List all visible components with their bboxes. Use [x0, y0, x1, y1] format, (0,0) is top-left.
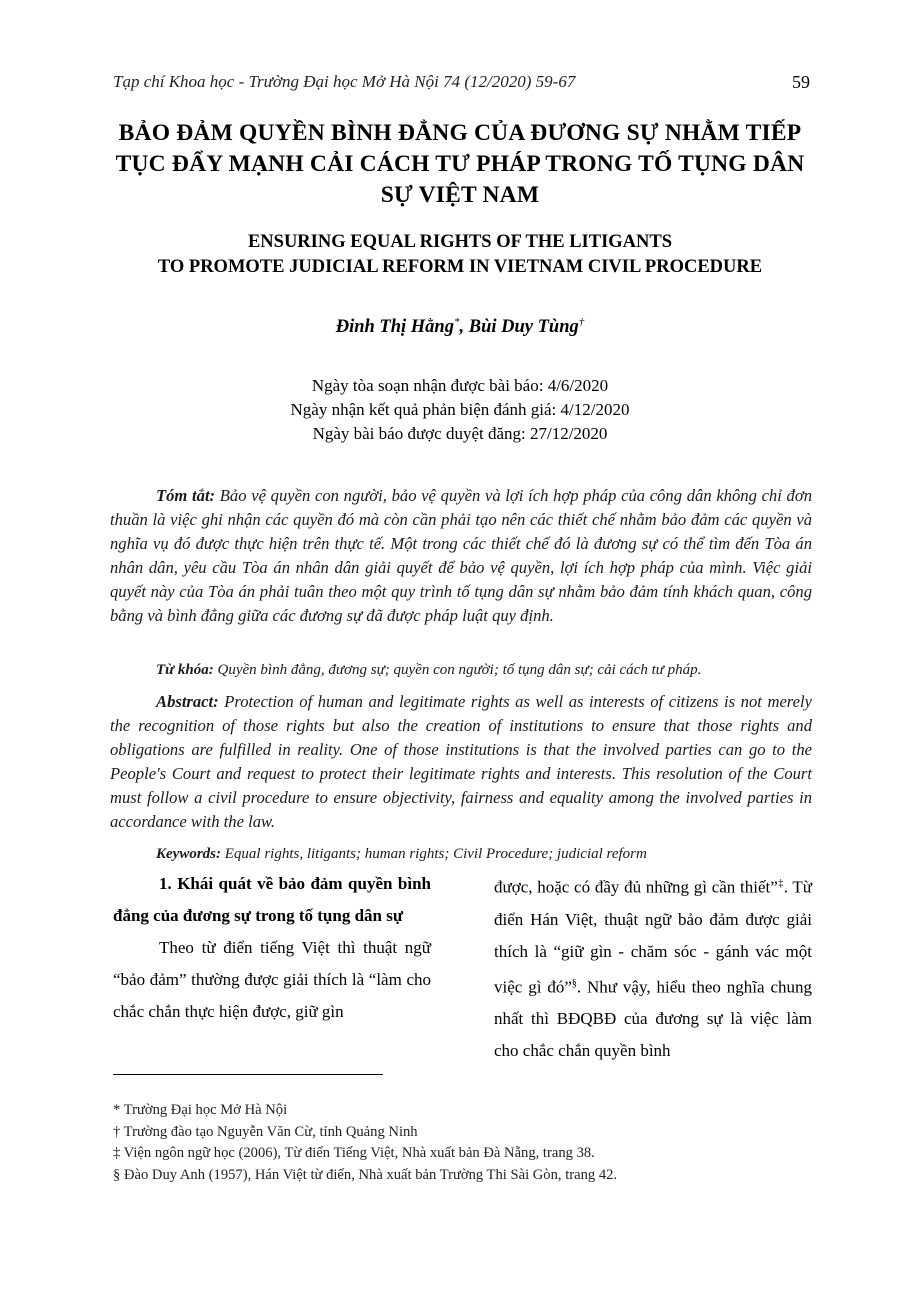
- body-column-right: [494, 868, 812, 1067]
- footnote-2: † Trường đào tạo Nguyễn Văn Cừ, tỉnh Quảng Ninh: [113, 1123, 418, 1140]
- abstract-en-label: Abstract:: [156, 692, 219, 711]
- footnote-ref-1: ‡: [777, 878, 784, 889]
- date-received: Ngày tòa soạn nhận được bài báo: 4/6/2020: [311, 376, 609, 395]
- author-separator: ,: [459, 317, 469, 338]
- continued-text-2: . Từ điển Hán Việt, thuật ngữ bảo đảm được giải thích là “giữ gìn - chăm sóc - gánh vác một việc gì đó”: [494, 877, 813, 997]
- footnote-ref-2: §: [571, 977, 577, 989]
- keywords-en-label: Keywords:: [156, 846, 221, 862]
- journal-header: Tạp chí Khoa học - Trường Đại học Mở Hà Nội 74 (12/2020) 59-67: [113, 72, 576, 91]
- footnote-4: § Đào Duy Anh (1957), Hán Việt từ điển, Nhà xuất bản Trường Thi Sài Gòn, trang 42.: [113, 1166, 618, 1183]
- abstract-vi-label: Tóm tắt:: [156, 486, 216, 505]
- article-dates: [100, 374, 820, 446]
- title-english: [100, 230, 820, 280]
- author-2: Bùi Duy Tùng: [468, 317, 579, 338]
- title-english-line2: TO PROMOTE JUDICIAL REFORM IN VIETNAM CIVIL PROCEDURE: [157, 257, 763, 277]
- section-1-paragraph: Theo từ điển tiếng Việt thì thuật ngữ “bảo đảm” thường được giải thích là “làm cho chắc chắn thực hiện được, giữ gìn: [113, 938, 431, 1021]
- body-column-left: [113, 868, 431, 1028]
- author-1: Đinh Thị Hằng: [335, 317, 454, 338]
- date-accepted: Ngày bài báo được duyệt đăng: 27/12/2020: [312, 424, 608, 443]
- section-1-continued: [494, 868, 812, 1067]
- continued-text-1: được, hoặc có đầy đủ những gì cần thiết”: [494, 877, 778, 897]
- authors: [100, 316, 820, 338]
- footnote-1: * Trường Đại học Mở Hà Nội: [113, 1102, 288, 1118]
- title-english-line1: ENSURING EQUAL RIGHTS OF THE LITIGANTS: [247, 232, 673, 252]
- footnote-3: ‡ Viện ngôn ngữ học (2006), Từ điển Tiếng Việt, Nhà xuất bản Đà Nẵng, trang 38.: [113, 1145, 595, 1161]
- keywords-vietnamese: [110, 662, 812, 679]
- author-2-mark: †: [578, 316, 585, 328]
- abstract-english: [110, 690, 812, 834]
- section-1-heading: 1. Khái quát về bảo đảm quyền bình đẳng của đương sự trong tố tụng dân sự: [113, 874, 431, 925]
- abstract-en-text: Protection of human and legitimate rights as well as interests of citizens is not merely the recognition of those rights but also the creation of institutions to ensure that those rights and obligations are fulfilled in reality. One of those institutions is that the involved parties can go to the People's Court and request to protect their legitimate rights and interests. This resolution of the Court must follow a civil procedure to ensure objectivity, fairness and equality among the involved parties in accordance with the law.: [110, 692, 812, 831]
- title-vietnamese: BẢO ĐẢM QUYỀN BÌNH ĐẲNG CỦA ĐƯƠNG SỰ NHẰM TIẾP TỤC ĐẨY MẠNH CẢI CÁCH TƯ PHÁP TRONG TỐ TỤNG DÂN SỰ VIỆT NAM: [115, 120, 805, 208]
- abstract-vietnamese: [110, 484, 812, 628]
- abstract-vi-text: Bảo vệ quyền con người, bảo vệ quyền và lợi ích hợp pháp của công dân không chỉ đơn thuần là việc ghi nhận các quyền đó mà còn cần phải tạo nên các thiết chế nhằm bảo đảm các quyền và nghĩa vụ đó được thực hiện trên thực tế. Một trong các thiết chế đó là đương sự có thể tìm đến Tòa án nhân dân, yêu cầu Tòa án nhân dân giải quyết để bảo vệ quyền, lợi ích hợp pháp của mình. Việc giải quyết này của Tòa án phải tuân theo một quy trình tố tụng dân sự nhằm bảo đảm tính khách quan, công bằng và bình đẳng giữa các đương sự đã được pháp luật quy định.: [110, 486, 812, 625]
- keywords-english: [110, 846, 812, 863]
- footnote-divider: [113, 1074, 383, 1075]
- continued-text-3: . Như vậy, hiểu theo nghĩa chung nhất thì BĐQBĐ của đương sự là việc làm cho chắc chắn quyền bình: [494, 977, 812, 1061]
- page-number: 59: [792, 72, 810, 92]
- date-reviewed: Ngày nhận kết quả phản biện đánh giá: 4/12/2020: [290, 400, 630, 419]
- keywords-vi-text: Quyền bình đẳng, đương sự; quyền con người; tố tụng dân sự; cải cách tư pháp.: [213, 662, 702, 678]
- footnotes: [113, 1100, 833, 1186]
- author-1-mark: *: [453, 316, 460, 328]
- keywords-vi-label: Từ khóa:: [156, 662, 214, 678]
- keywords-en-text: Equal rights, litigants; human rights; Civil Procedure; judicial reform: [221, 846, 647, 862]
